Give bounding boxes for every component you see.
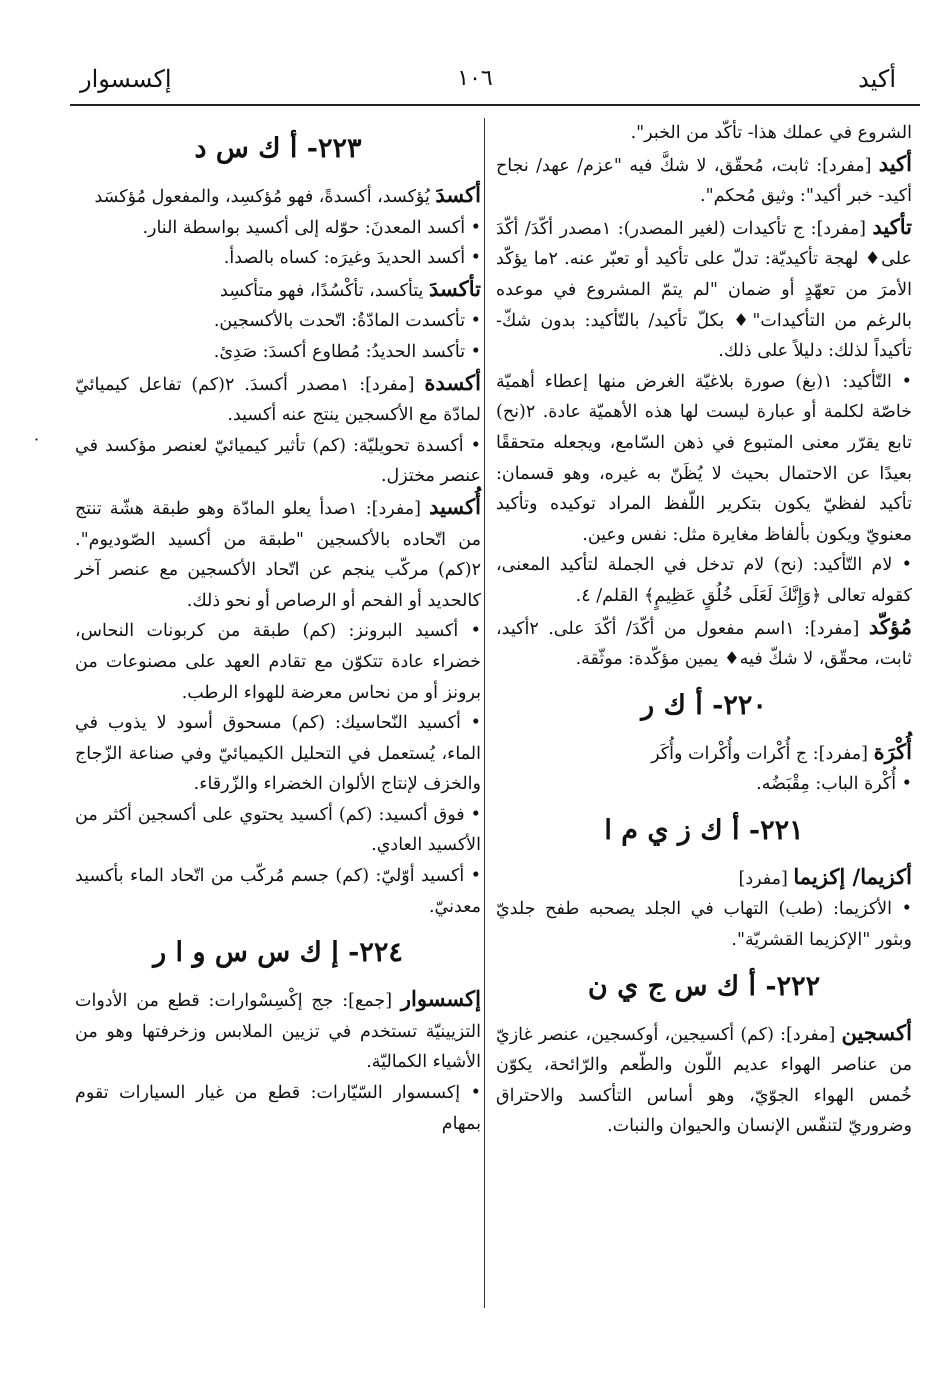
running-head-left: إكسسوار	[80, 65, 172, 93]
entry-oxygen: أكسجين [مفرد]: (كم) أكسيجين، أوكسجين، عنصر غازيّ من عناصر الهواء عديم اللّون والطّعم والرّائحة، يكوّن خُمس الهواء الجوّيّ، وهو أساس التأكسد والاحتراق وضروريّ لتنفّس الإنسان والحيوان والنبات.	[496, 1019, 912, 1137]
page-number: ١٠٦	[457, 66, 493, 91]
sub-entry: • أُكْرة الباب: مِقْبَضُه.	[756, 774, 912, 795]
headword: أكسجين	[841, 1019, 912, 1045]
entry-paragraph: الشروع في عملك هذا- تأكّد من الخبر".	[630, 123, 912, 143]
headword: تأكيد	[872, 213, 913, 239]
headword: أُكسيد	[429, 493, 481, 519]
section-heading-223: ٢٢٣- أ ك س د	[194, 133, 362, 164]
sub-entry: • إكسسوار السّيّارات: قطع من غيار السيارات تقوم بمهام	[75, 1083, 481, 1134]
entry-muakkad: مُؤكّد [مفرد]: ١اسم مفعول من أكّدَ/ أكّدَ على. ٢أكيد، ثابت، محقّق، لا شكّ فيه♦ يمين مؤكّدة: موثّقة.	[496, 613, 912, 670]
headword: إكسسوار	[400, 986, 481, 1012]
sub-entry: • التّأكيد: ١(بغ) صورة بلاغيّة الغرض منها إعطاء أهميّة خاصّة لكلمة أو عبارة ليست لها هذه الأهميّة عادة. ٢(نح) تابع يقرّر معنى المتبوع في ذهن السّامع، ويجعله متحققًا بعيدًا عن الاحتمال بحيث لا يُظَنّ به غيره، وهو قسمان: تأكيد لفظيّ يكون بتكرير اللّفظ المراد توكيده وتأكيد معنويّ ويكون بألفاظ مغايرة مثل: نفس وعين.	[496, 371, 912, 545]
headword: تأكسدَ	[429, 275, 481, 301]
sub-entry: • لام التّأكيد: (نح) لام تدخل في الجملة لتأكيد المعنى، كقوله تعالى ﴿وَإِنَّكَ لَعَلَى خُلُقٍ عَظِيمٍ﴾ القلم/ ٤.	[496, 555, 912, 606]
column-divider	[484, 118, 485, 1308]
sub-entry: • أكسد الحديدَ وغيرَه: كساه بالصدأ.	[223, 248, 481, 269]
section-heading-221: ٢٢١- أ ك ز ي م ا	[604, 814, 804, 846]
headword: أكسدَ	[435, 182, 481, 207]
sub-entry: • فوق أكسيد: (كم) أكسيد يحتوي على أكسجين أكثر من الأكسيد العادي.	[75, 804, 481, 856]
entry-oxide: أُكسيد [مفرد]: ١صدأ يعلو المادّة وهو طبقة هشّة تنتج من اتّحاده بالأكسجين "طبقة من أكسيد الصّوديوم". ٢(كم) مركّب ينجم عن اتّحاد الأكسجين مع عنصر آخر كالحديد أو الفحم أو الرصاص أو نحو ذلك.	[75, 493, 481, 611]
headword: أكيد	[878, 150, 912, 176]
headword: أكسدة	[424, 369, 482, 395]
entry-ukra: أُكْرَة [مفرد]: ج أُكْرات وأُكْرات وأُكَر	[651, 738, 912, 764]
sub-entry: • أكسيد أوّليّ: (كم) جسم مُركّب من اتّحاد الماء بأكسيد معدنيّ.	[75, 866, 481, 917]
sub-entry: • أكسيد النّحاسيك: (كم) مسحوق أسود لا يذوب في الماء، يُستعمل في التحليل الكيميائيّ وفي صناعة الزّجاج والخزف لإنتاج الألوان الخضراء والزّرقاء.	[75, 713, 481, 795]
entry-taaksada: تأكسدَ يتأكسد، تأكْسُدًا، فهو متأكسِد	[220, 275, 481, 301]
sub-entry: • أكسدة تحويليّة: (كم) تأثير كيميائيّ لعنصر مؤكسد في عنصر مختزل.	[75, 435, 481, 487]
section-heading-220: ٢٢٠- أ ك ر	[641, 689, 767, 721]
entry-aksada: أكسدَ يُؤكسد، أكسدةً، فهو مُؤكسِد، والمفعول مُؤكسَد	[94, 182, 481, 207]
running-head-right: أكيد	[858, 65, 896, 93]
sub-entry: • أكسيد البرونز: (كم) طبقة من كربونات النحاس، خضراء عادة تتكوّن مع تقادم العهد على مصنوعات من برونز أو من نحاس معرضة للهواء الرطب.	[75, 621, 481, 703]
section-heading-222: ٢٢٢- أ ك س ج ي ن	[587, 970, 821, 1002]
right-column	[496, 118, 912, 1142]
stray-mark: ·	[34, 430, 40, 449]
left-column	[75, 118, 481, 1139]
sub-entry: • أكسد المعدنَ: حوّله إلى أكسيد بواسطة النار.	[142, 217, 481, 238]
headword: أُكْرَة	[873, 738, 912, 764]
entry-akid: أكيد [مفرد]: ثابت، مُحقّق، لا شكَّ فيه "عزم/ عهد/ نجاح أكيد- خبر أكيد": وثيق مُحكم".	[496, 150, 912, 207]
header-rule	[70, 104, 920, 106]
sub-entry: • تأكسدت المادّةُ: اتّحدت بالأكسجين.	[213, 311, 481, 332]
headword: أكزيما/ إكزيما	[793, 863, 912, 889]
entry-aksada-noun: أكسدة [مفرد]: ١مصدر أكسدَ. ٢(كم) تفاعل كيميائيّ لمادّة مع الأكسجين ينتج عنه أكسيد.	[75, 369, 482, 426]
entry-takid: تأكيد [مفرد]: ج تأكيدات (لغير المصدر): ١مصدر أكّدَ/ أكّدَ على♦ لهجة تأكيديّة: تدلّ على تأكيد أو تعبّر عنه. ٢ما يؤكّد الأمرَ من تعهّدٍ أو ضمان "لم يتمّ المشروع في موعده بالرغم من التأكيدات"♦ بكلّ تأكيد/ بالتّأكيد: بدون شكّ- تأكيداً لذلك: دليلاً على ذلك.	[496, 213, 913, 362]
sub-entry: • الأكزيما: (طب) التهاب في الجلد يصحبه طفح جلديّ وبثور "الإكزيما القشريّة".	[496, 899, 912, 951]
entry-eczema: أكزيما/ إكزيما [مفرد]	[738, 863, 912, 889]
entry-accessory: إكسسوار [جمع]: جج إكْسِسْوارات: قطع من الأدوات التزيينيّة تستخدم في تزيين الملابس وزخرفتها وهو من الأشياء الكماليّة.	[75, 986, 481, 1073]
sub-entry: • تأكسد الحديدُ: مُطاوع أكسدَ: صَدِئ.	[213, 341, 481, 362]
headword: مُؤكّد	[868, 613, 912, 639]
section-heading-224: ٢٢٤- إ ك س س و ا ر	[153, 937, 403, 969]
